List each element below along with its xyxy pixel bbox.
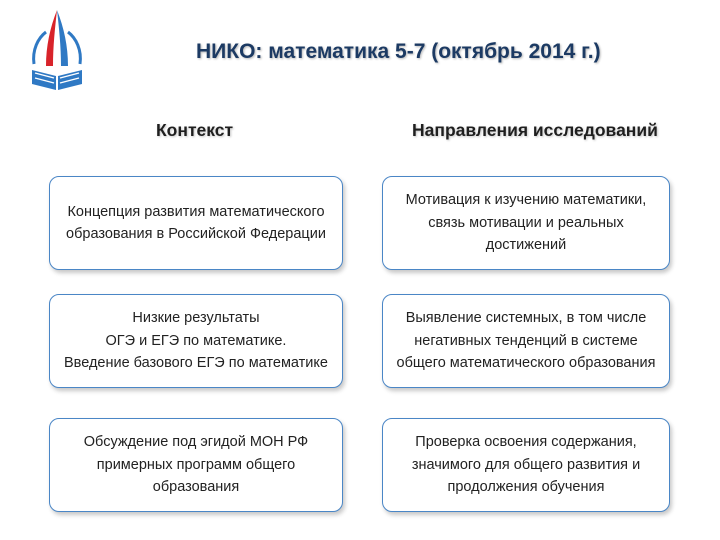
context-heading: Контекст — [156, 120, 234, 140]
page-title: НИКО: математика 5-7 (октябрь 2014 г.) — [196, 40, 601, 63]
research-box-1 — [382, 176, 670, 270]
research-directions-heading: Направления исследований — [412, 120, 658, 140]
context-box-2 — [49, 294, 343, 388]
context-box-2-text: Низкие результаты ОГЭ и ЕГЭ по математике. Введение базового ЕГЭ по математике — [64, 310, 328, 372]
research-box-2 — [382, 294, 670, 388]
context-box-1 — [49, 176, 343, 270]
research-box-1-text: Мотивация к изучению математики, связь мотивации и реальных достижений — [405, 192, 647, 254]
context-box-3 — [49, 418, 343, 512]
rocket-book-logo-icon — [26, 6, 88, 98]
research-box-3 — [382, 418, 670, 512]
context-box-1-text: Концепция развития математического образования в Российской Федерации — [66, 203, 326, 242]
context-box-3-text: Обсуждение под эгидой МОН РФ примерных программ общего образования — [83, 434, 309, 496]
research-box-2-text: Выявление системных, в том числе негативных тенденций в системе общего математического образования — [396, 310, 656, 372]
research-box-3-text: Проверка освоения содержания, значимого для общего развития и продолжения обучения — [411, 434, 641, 496]
